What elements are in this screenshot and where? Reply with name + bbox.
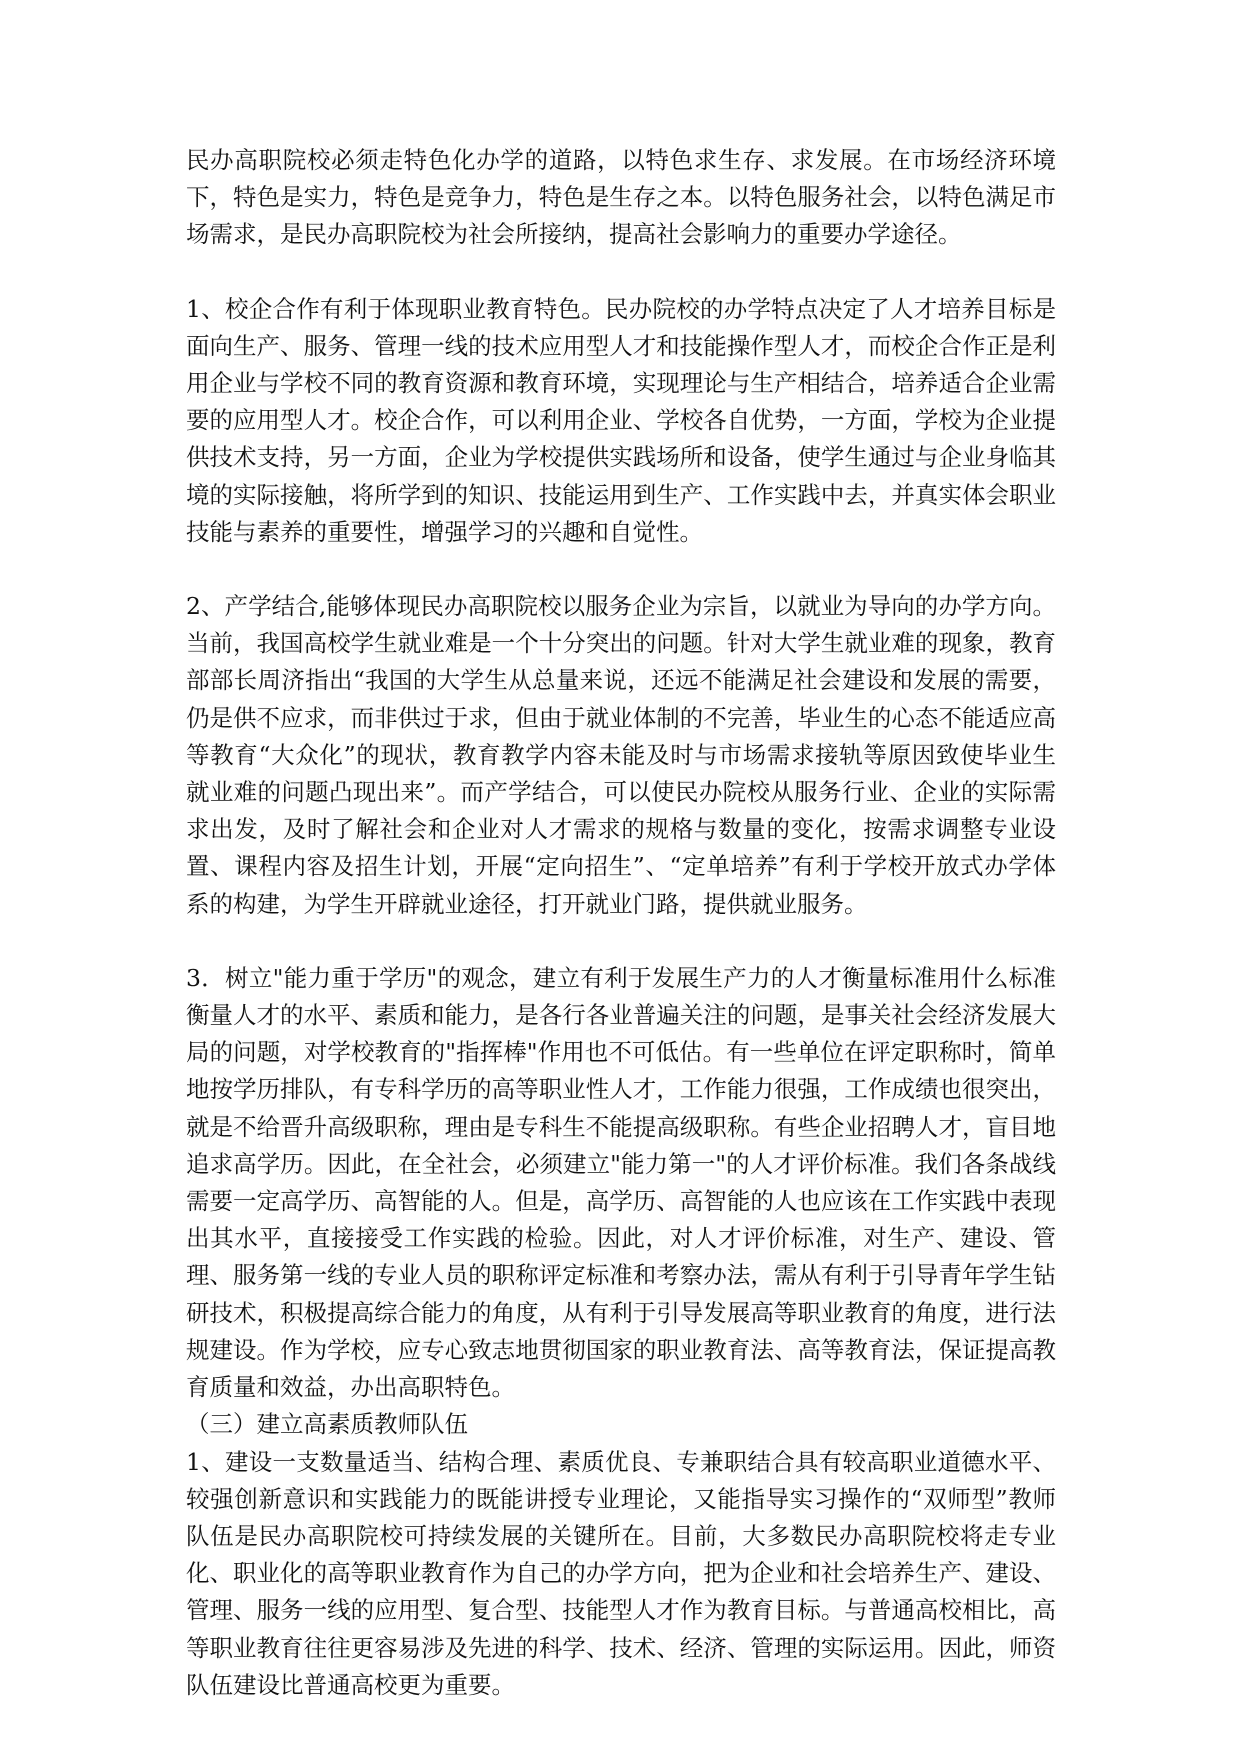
- document-page: [186, 142, 1056, 1704]
- paragraph-intro: 民办高职院校必须走特色化办学的道路，以特色求生存、求发展。在市场经济环境下，特色是实力，特色是竞争力，特色是生存之本。以特色服务社会，以特色满足市场需求，是民办高职院校为社会所接纳，提高社会影响力的重要办学途径。: [186, 146, 1056, 249]
- paragraph-industry-education: 2、产学结合,能够体现民办高职院校以服务企业为宗旨，以就业为导向的办学方向。当前，我国高校学生就业难是一个十分突出的问题。针对大学生就业难的现象，教育部部长周济指出“我国的大学生从总量来说，还远不能满足社会建设和发展的需要，仍是供不应求，而非供过于求，但由于就业体制的不完善，毕业生的心态不能适应高等教育“大众化”的现状，教育教学内容未能及时与市场需求接轨等原因致使毕业生就业难的问题凸现出来”。而产学结合，可以使民办院校从服务行业、企业的实际需求出发，及时了解社会和企业对人才需求的规格与数量的变化，按需求调整专业设置、课程内容及招生计划，开展“定向招生”、“定单培养”有利于学校开放式办学体系的构建，为学生开辟就业途径，打开就业门路，提供就业服务。: [186, 592, 1056, 918]
- paragraph-teacher-team: 1、建设一支数量适当、结构合理、素质优良、专兼职结合具有较高职业道德水平、较强创新意识和实践能力的既能讲授专业理论，又能指导实习操作的“双师型”教师队伍是民办高职院校可持续发展的关键所在。目前，大多数民办高职院校将走专业化、职业化的高等职业教育作为自己的办学方向，把为企业和社会培养生产、建设、管理、服务一线的应用型、复合型、技能型人才作为教育目标。与普通高校相比，高等职业教育往往更容易涉及先进的科学、技术、经济、管理的实际运用。因此，师资队伍建设比普通高校更为重要。: [186, 1447, 1056, 1699]
- paragraph-ability-over-degree: 3．树立"能力重于学历"的观念，建立有利于发展生产力的人才衡量标准用什么标准衡量人才的水平、素质和能力，是各行各业普遍关注的问题，是事关社会经济发展大局的问题，对学校教育的"指挥棒"作用也不可低估。有一些单位在评定职称时，简单地按学历排队，有专科学历的高等职业性人才，工作能力很强，工作成绩也很突出，就是不给晋升高级职称，理由是专科生不能提高级职称。有些企业招聘人才，盲目地追求高学历。因此，在全社会，必须建立"能力第一"的人才评价标准。我们各条战线需要一定高学历、高智能的人。但是，高学历、高智能的人也应该在工作实践中表现出其水平，直接接受工作实践的检验。因此，对人才评价标准，对生产、建设、管理、服务第一线的专业人员的职称评定标准和考察办法，需从有利于引导青年学生钻研技术，积极提高综合能力的角度，从有利于引导发展高等职业教育的角度，进行法规建设。作为学校，应专心致志地贯彻国家的职业教育法、高等教育法，保证提高教育质量和效益，办出高职特色。: [186, 963, 1056, 1402]
- paragraph-school-enterprise: 1、校企合作有利于体现职业教育特色。民办院校的办学特点决定了人才培养目标是面向生产、服务、管理一线的技术应用型人才和技能操作型人才，而校企合作正是利用企业与学校不同的教育资源和教育环境，实现理论与生产相结合，培养适合企业需要的应用型人才。校企合作，可以利用企业、学校各自优势，一方面，学校为企业提供技术支持，另一方面，企业为学校提供实践场所和设备，使学生通过与企业身临其境的实际接触，将所学到的知识、技能运用到生产、工作实践中去，并真实体会职业技能与素养的重要性，增强学习的兴趣和自觉性。: [186, 294, 1056, 546]
- section-heading: （三）建立高素质教师队伍: [186, 1410, 468, 1439]
